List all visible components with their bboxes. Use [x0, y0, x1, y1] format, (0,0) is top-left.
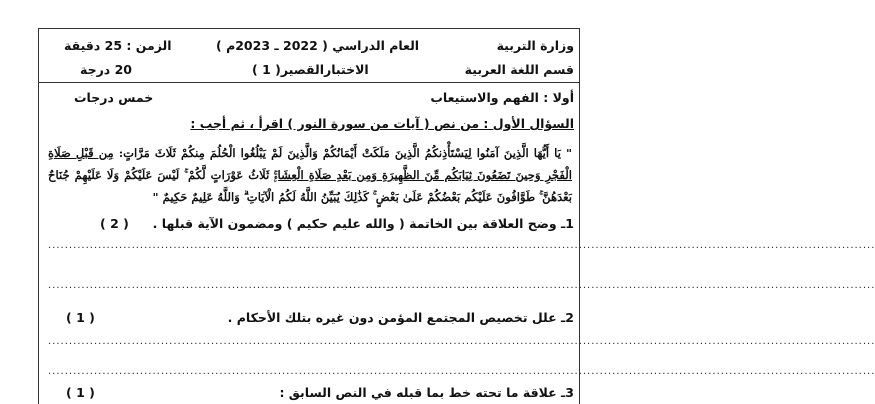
exam-time: الزمن : 25 دقيقة	[64, 38, 172, 53]
question-3-mark: ( 1 )	[66, 385, 95, 400]
question-1: 1ـ وضح العلاقة بين الخاتمة ( والله عليم حكيم ) ومضمون الآية قبلها .	[152, 216, 574, 231]
answer-line: ......................................................................................................................................................................................................	[48, 240, 875, 251]
header-divider	[38, 82, 580, 83]
ministry-name: وزارة التربية	[496, 38, 574, 53]
section-title: أولا : الفهم والاستيعاب	[430, 90, 574, 105]
question-2-mark: ( 1 )	[66, 310, 95, 325]
question-2: 2ـ علل تخصيص المجتمع المؤمن دون غيره بتلك الأحكام .	[227, 310, 574, 325]
answer-line: ......................................................................................................................................................................................................	[48, 336, 875, 347]
department-name: قسم اللغة العربية	[464, 62, 574, 77]
question-heading: السؤال الأول : من نص ( آيات من سورة النور ) اقرأ ، ثم أجب :	[190, 116, 574, 131]
answer-line: ......................................................................................................................................................................................................	[48, 366, 875, 377]
quran-passage	[48, 142, 572, 208]
question-3: 3ـ علاقة ما تحته خط بما قبله في النص السابق :	[279, 385, 574, 400]
academic-year: العام الدراسي ( 2022 ـ 2023م )	[216, 38, 420, 53]
quiz-title: الاختبارالقصير( 1 )	[252, 62, 369, 77]
passage-part-1: " يَا أَيُّهَا الَّذِينَ آمَنُوا لِيَسْتَأْذِنكُمُ الَّذِينَ مَلَكَتْ أَيْمَانُكُمْ وَالَّذِينَ لَمْ يَبْلُغُوا الْحُلُمَ مِنكُمْ ثَلَاثَ مَرَّاتٍ:	[113, 146, 573, 160]
passage-part-2: ۚ ثَلَاثُ عَوْرَاتٍ لَّكُمْ ۚ لَيْسَ عَلَيْكُمْ وَلَا عَلَيْهِمْ جُنَاحٌ بَعْدَهُنَّ ۚ طَوَّافُونَ عَلَيْكُم بَعْضُكُمْ عَلَىٰ بَعْضٍ ۚ كَذَٰلِكَ يُبَيِّنُ اللَّهُ لَكُمُ الْآيَاتِ ۗ وَاللَّهُ عَلِيمٌ حَكِيمٌ "	[48, 168, 572, 204]
section-grade: خمس درجات	[74, 90, 154, 105]
passage-underlined: مِن قَبْلِ صَلَاةِ الْفَجْرِ وَحِينَ تَضَعُونَ ثِيَابَكُم مِّنَ الظَّهِيرَةِ وَمِن بَعْدِ صَلَاةِ الْعِشَاءِ	[48, 146, 573, 182]
total-grade: 20 درجة	[80, 62, 132, 77]
question-1-mark: ( 2 )	[100, 216, 129, 231]
answer-line: ......................................................................................................................................................................................................	[48, 280, 875, 291]
